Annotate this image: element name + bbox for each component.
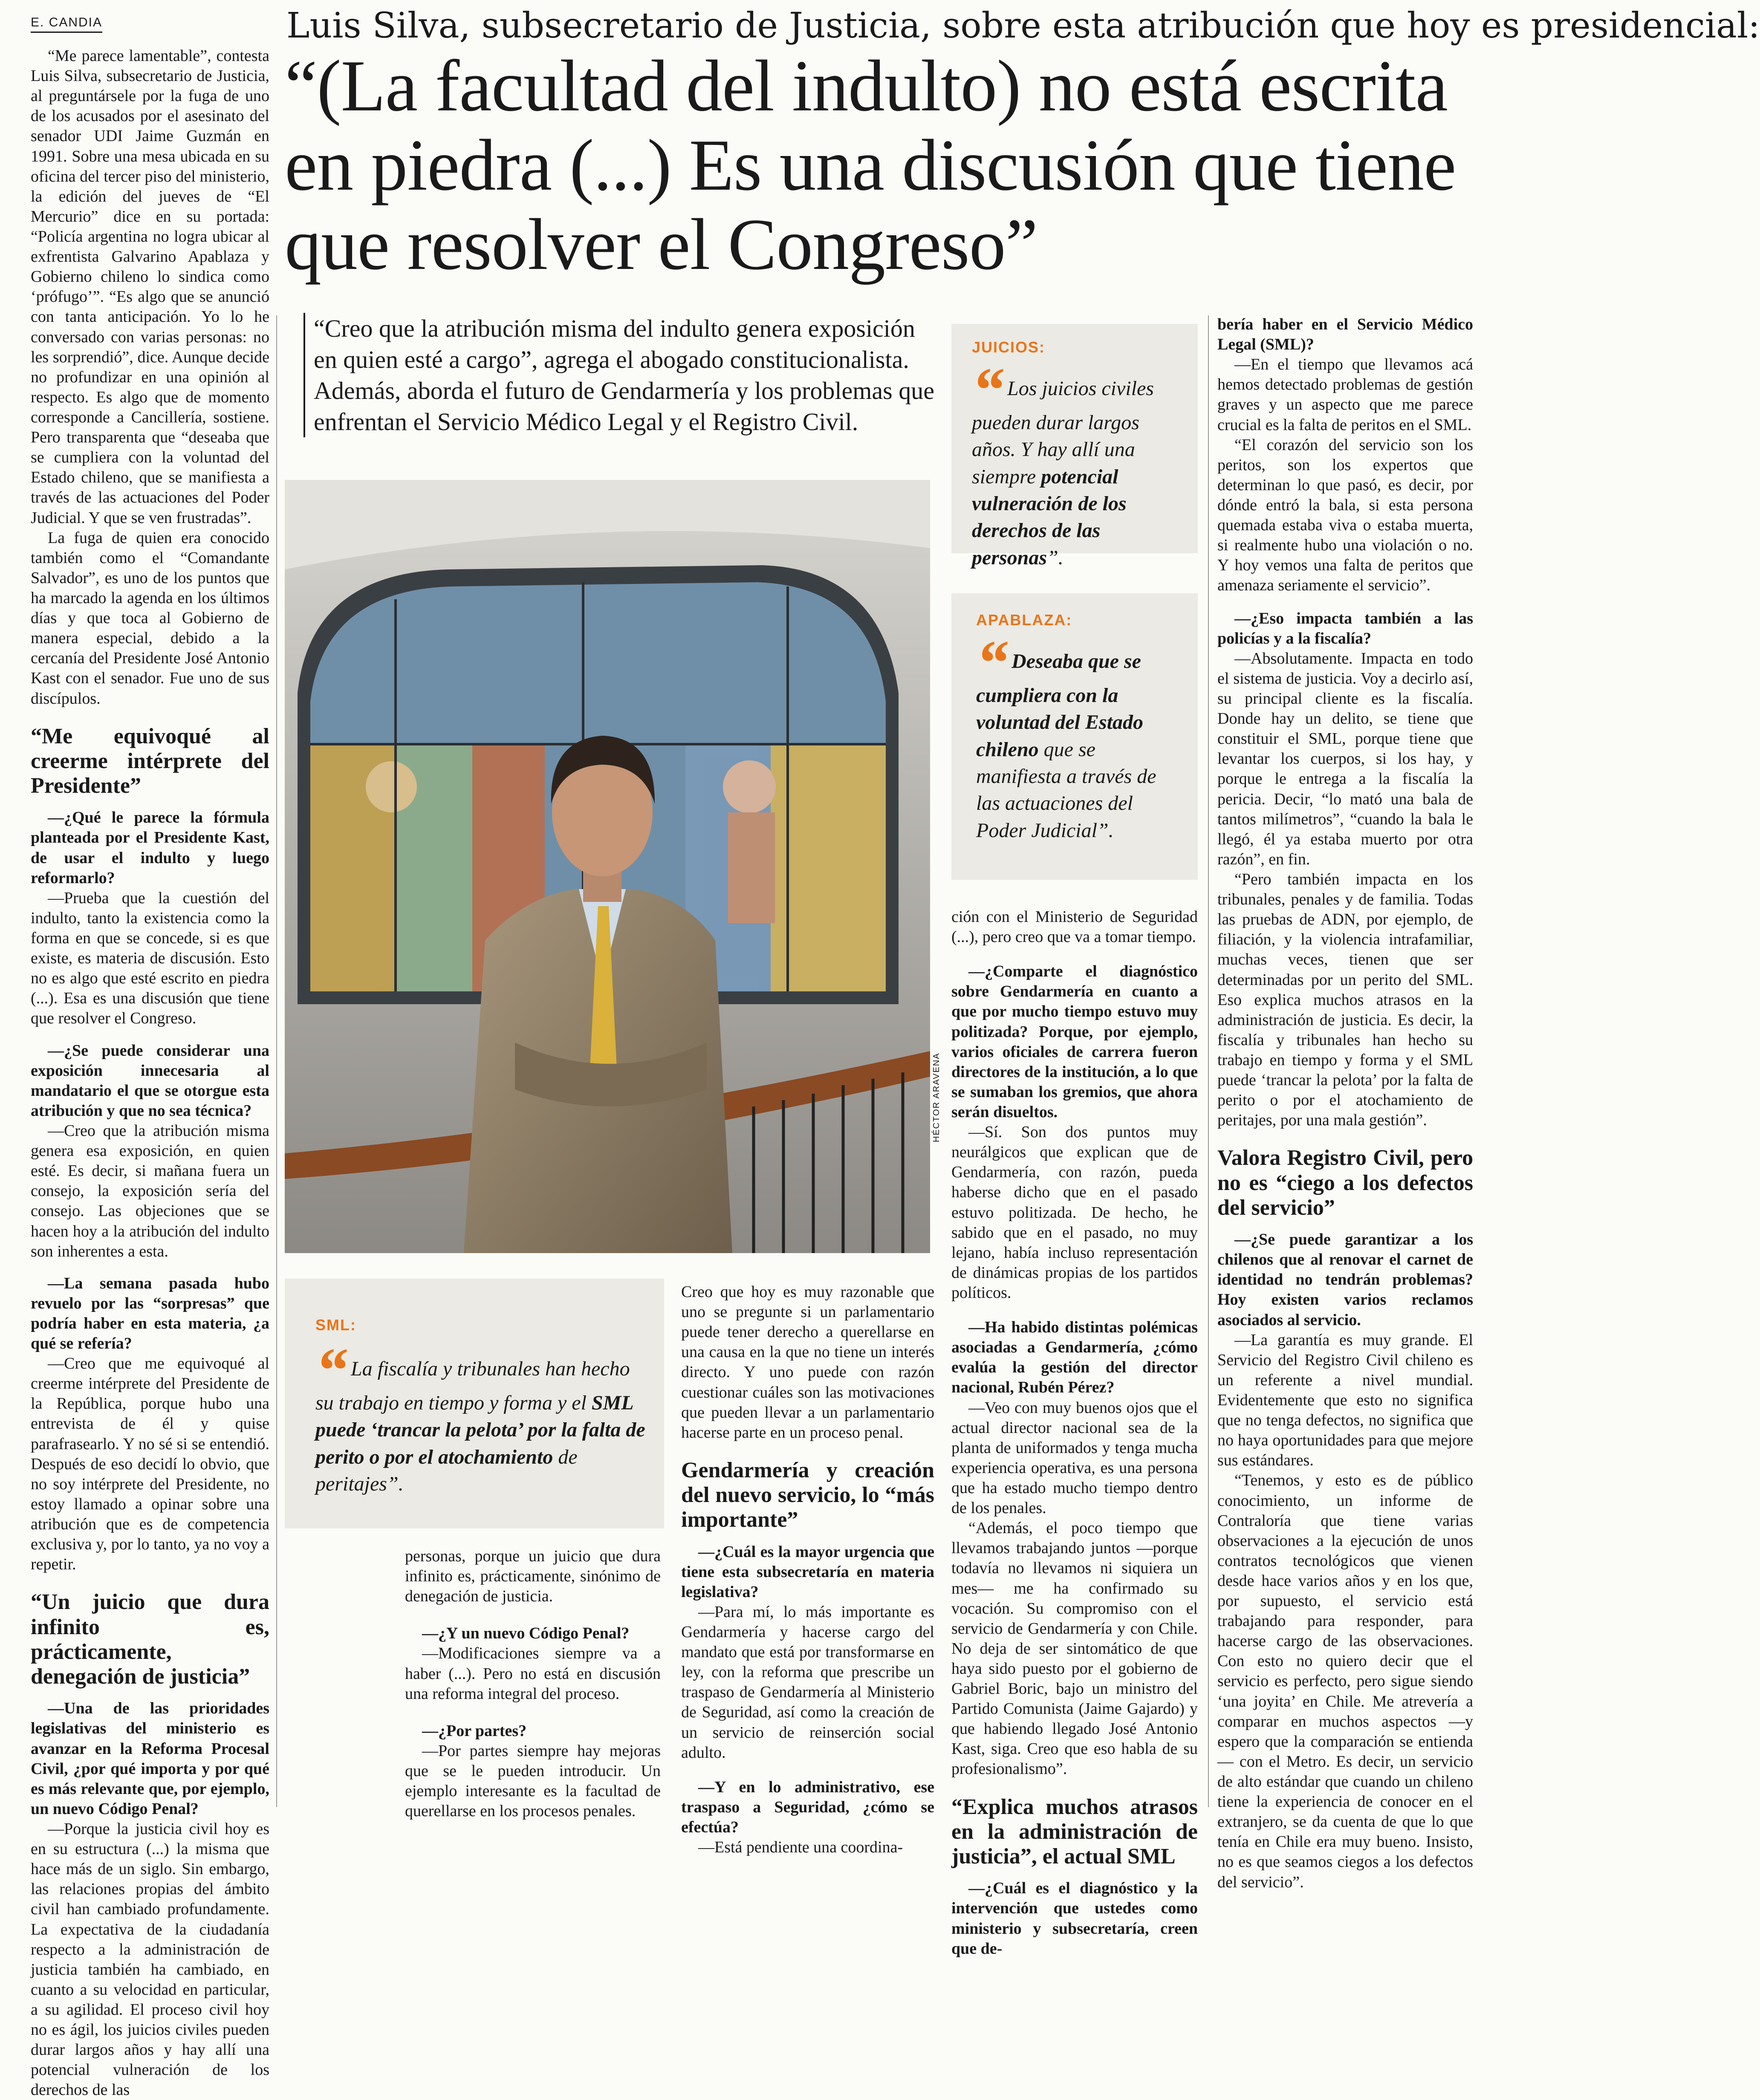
- question: —¿Por partes?: [422, 1722, 527, 1740]
- question: —¿Cuál es el diagnóstico y la intervención que ustedes como ministerio y subsecretaría, creen que de-: [951, 1879, 1198, 1958]
- column-rule: [276, 315, 277, 1807]
- column-3: [681, 1282, 934, 1857]
- pullquote-span: de peritajes”.: [315, 1445, 578, 1496]
- answer: personas, porque un juicio que dura infinito es, prácticamente, sinónimo de denegación de justicia.: [405, 1547, 661, 1606]
- answer: “Además, el poco tiempo que llevamos trabajando juntos —porque todavía no llevamos ni siquiera un mes— me ha confirmado su vocación. Su compromiso con el servicio de Gendarmería y con Chile. No deja de ser sintomático de que haya sido puesto por el gobierno de Gabriel Boric, bajo un ministro del Partido Comunista (Jaime Gajardo) y que habiendo llegado José Antonio Kast, siga. Creo que eso habla de su profesionalismo”.: [951, 1519, 1198, 1778]
- column-1: [31, 46, 269, 2100]
- answer: —Porque la justicia civil hoy es en su estructura (...) la misma que hace más de un siglo. Sin embargo, las relaciones propias del ámbito civil han cambiado profundamente. La expectativa de la ciudadanía respecto a la administración de justicia también ha cambiado, en cuanto a su velocidad en particular, a su agilidad. El proceso civil hoy no es ágil, los juicios civiles pueden durar largos años y hay allí una potencial vulneración de los derechos de las: [31, 1820, 269, 2099]
- paragraph: “Me parece lamentable”, contesta Luis Silva, subsecretario de Justicia, al preguntársele por la fuga de uno de los acusados por el asesinato del senador UDI Jaime Guzmán en 1991. Sobre una mesa ubicada en su oficina del tercer piso del ministerio, la edición del jueves de “El Mercurio” dice en su portada: “Policía argentina no logra ubicar al exfrentista Galvarino Apablaza y Gobierno chileno lo sindica como ‘prófugo’”. “Es algo que se anunció con tanta anticipación. Yo lo he conversado con varias personas: no les sorprendió”, dice. Aunque decide no profundizar en una opinión al respecto. Es algo que de momento corresponde a Cancillería, sostiene. Pero transparenta que “deseaba que se cumpliera con la voluntad del Estado chileno, que se manifiesta a través de las actuaciones del Poder Judicial. Y que se ven frustradas”.: [31, 47, 269, 527]
- answer: —Modificaciones siempre va a haber (...). Pero no está en discusión una reforma integral del proceso.: [405, 1644, 661, 1703]
- answer: —Sí. Son dos puntos muy neurálgicos que explican que de Gendarmería, con razón, pueda haberse dicho que en el pasado estuvo politizada. De hecho, he sabido que en el pasado, no muy lejano, había incluso representación de dinámicas propias de los partidos políticos.: [951, 1123, 1198, 1302]
- answer: —Por partes siempre hay mejoras que se le pueden introducir. Un ejemplo interesante es la facultad de querellarse en los procesos penales.: [405, 1742, 661, 1820]
- column-2: [405, 1546, 661, 1821]
- pullquote-label: JUICIOS:: [972, 338, 1046, 356]
- pullquote-label: SML:: [315, 1316, 356, 1334]
- answer: ción con el Ministerio de Seguridad (...), pero creo que va a tomar tiempo.: [951, 908, 1198, 946]
- answer: —Creo que me equivoqué al creerme intérprete del Presidente de la República, porque hubo una entrevista de él y quise parafrasearlo. Y no sé si se entendió. Después de eso decidí lo obvio, que no soy intérprete del Presidente, no estoy llamado a opinar sobre una atribución que es de competencia exclusiva y, por lo tanto, ya no voy a repetir.: [31, 1355, 269, 1574]
- pullquote-span: que se manifiesta a través de las actuaciones del Poder Judicial: [976, 738, 1156, 842]
- answer: “Pero también impacta en los tribunales, penales y de familia. Todas las pruebas de ADN, por ejemplo, de filiación, y la violencia intrafamiliar, muchas veces, tienen que ser determinadas por un perito del SML. Eso explica muchos atrasos en la administración de justicia. Es decir, la fiscalía y tribunales han hecho su trabajo en tiempo y forma y el SML puede ‘trancar la pelota’ por la falta de perito o por el atochamiento de peritajes, por una mala gestión”.: [1217, 870, 1473, 1129]
- answer: —Absolutamente. Impacta en todo el sistema de justicia. Voy a decirlo así, su principal cliente es la fiscalía. Donde hay un delito, se tiene que constituir el SML, porque tiene que levantar los cuerpos, si los hay, y porque le entrega a la fiscalía la pericia. Decir, “lo mató una bala de tantos milímetros”, “cuando la bala le llegó, él ya estaba muerto por otra razón”, en fin.: [1217, 649, 1473, 868]
- answer: —En el tiempo que llevamos acá hemos detectado problemas de gestión graves y un aspecto que me parece crucial es la falta de peritos en el SML.: [1217, 355, 1473, 434]
- pullquote-text: [976, 627, 1185, 844]
- subheading: “Explica muchos atrasos en la administración de justicia”, el actual SML: [951, 1794, 1198, 1869]
- pullquote-text: [315, 1335, 647, 1497]
- answer: —La garantía es muy grande. El Servicio del Registro Civil chileno es un referente a nivel mundial. Evidentemente que esto no significa que no tenga defectos, no significa que no haya oportunidades para que mejore sus estándares.: [1217, 1331, 1473, 1470]
- quote-mark-icon: “: [972, 355, 1004, 425]
- question: —¿Eso impacta también a las policías y a la fiscalía?: [1217, 609, 1473, 647]
- pullquote-apablaza: [951, 593, 1198, 880]
- kicker: Luis Silva, subsecretario de Justicia, sobre esta atribución que hoy es presidencial:: [286, 6, 1760, 46]
- pullquote-label: APABLAZA:: [976, 611, 1072, 629]
- question: —¿Cuál es la mayor urgencia que tiene esta subsecretaría en materia legislativa?: [681, 1543, 934, 1601]
- answer: “El corazón del servicio son los peritos, son los expertos que determinan lo que pasó, es decir, por dónde entró la bala, si esta persona quemada estaba viva o estaba muerta, si realmente hubo una violación o no. Y hoy vemos una falta de peritos que amenaza seriamente el servicio”.: [1217, 436, 1473, 595]
- question: —¿Se puede considerar una exposición innecesaria al mandatario el que se otorgue esta atribución y que no sea técnica?: [31, 1041, 269, 1120]
- answer: “Tenemos, y esto es de público conocimiento, un informe de Contraloría que tiene varias observaciones a la ejecución de unos contratos tecnológicos que vienen desde hace varios años y en los que, por supuesto, el servicio está trabajando para responder, para hacerse cargo de las observaciones. Con esto no quiero decir que el servicio es perfecto, pero sigue siendo ‘una joyita’ en Chile. Me atrevería a comparar en muchos aspectos —y espero que la comparación se entienda— con el Metro. Es decir, un servicio de alto estándar que cuando un chileno tiene la experiencia de conocer en el extranjero, se da cuenta de que lo que tenía en Chile era muy bueno. Insisto, no es que seamos ciegos a los defectos del servicio”.: [1217, 1471, 1473, 1891]
- question: —¿Y un nuevo Código Penal?: [422, 1624, 630, 1643]
- subheading: “Me equivoqué al creerme intérprete del Presidente”: [31, 724, 269, 798]
- pullquote-emphasis: Deseaba que se cumpliera con la voluntad del Estado chileno: [976, 650, 1144, 761]
- question: —¿Se puede garantizar a los chilenos que al renovar el carnet de identidad no tendrán problemas? Hoy existen varios reclamos asociados al servicio.: [1217, 1231, 1473, 1329]
- question: —La semana pasada hubo revuelo por las “sorpresas” que podría haber en esta materia, ¿a qué se refería?: [31, 1274, 269, 1353]
- column-4: [951, 907, 1198, 1959]
- answer: —Para mí, lo más importante es Gendarmería y hacerse cargo del mandato que está por transformarse en ley, con la reforma que prescribe un traspaso de Gendarmería al Ministerio de Seguridad, así como la creación de un servicio de reinserción social adulto.: [681, 1603, 934, 1762]
- question: —¿Qué le parece la fórmula planteada por el Presidente Kast, de usar el indulto y luego reformarlo?: [31, 809, 269, 887]
- answer: —Creo que la atribución misma genera esa exposición, en quien esté. Es decir, si mañana fuera un consejo, la exposición sería del consejo. Las objeciones que se hacen hoy a la atribución del indulto son inherentes a esta.: [31, 1121, 269, 1260]
- subheading: Valora Registro Civil, pero no es “ciego a los defectos del servicio”: [1217, 1146, 1473, 1220]
- subheading: “Un juicio que dura infinito es, prácticamente, denegación de justicia”: [31, 1590, 269, 1689]
- question: —Ha habido distintas polémicas asociadas a Gendarmería, ¿cómo evalúa la gestión del director nacional, Rubén Pérez?: [951, 1318, 1198, 1397]
- question: bería haber en el Servicio Médico Legal (SML)?: [1217, 315, 1473, 354]
- pullquote-emphasis: potencial vulneración de los derechos de las personas: [972, 465, 1127, 569]
- pullquote-span: ”.: [1097, 819, 1114, 842]
- pullquote-emphasis: SML puede ‘trancar la pelota’ por la falta de perito o por el atochamiento: [315, 1392, 645, 1468]
- question: —Una de las prioridades legislativas del ministerio es avanzar en la Reforma Procesal Civil, ¿por qué importa y por qué es más relevante que, por ejemplo, un nuevo Código Penal?: [31, 1699, 269, 1818]
- portrait-photo: [285, 480, 930, 1253]
- answer: —Prueba que la cuestión del indulto, tanto la existencia como la forma en que se concede, si es que existe, es materia de discusión. Esto no es algo que esté escrito en piedra (...). Esa es una discusión que tiene que resolver el Congreso.: [31, 889, 269, 1028]
- answer: —Veo con muy buenos ojos que el actual director nacional sea de la planta de uniformados y tenga mucha experiencia operativa, es una persona que ha estado mucho tiempo dentro de los penales.: [951, 1398, 1198, 1517]
- paragraph: La fuga de quien era conocido también como el “Comandante Salvador”, es uno de los puntos que ha marcado la agenda en los últimos días y que toca al Gobierno de manera especial, debido a la cercanía del Presidente José Antonio Kast con el senador. Fue uno de sus discípulos.: [31, 529, 269, 708]
- column-5: [1217, 315, 1473, 1892]
- quote-mark-icon: “: [976, 627, 1008, 698]
- pullquote-sml: [285, 1279, 664, 1528]
- answer: —Está pendiente una coordina-: [698, 1838, 903, 1857]
- photo-credit: HÉCTOR ARAVENA: [932, 1052, 941, 1142]
- standfirst: “Creo que la atribución misma del indulto genera exposición en quien esté a cargo”, agrega el abogado constitucionalista. Además, aborda el futuro de Gendarmería y los problemas que enfrentan el Servicio Médico Legal y el Registro Civil.: [303, 313, 936, 437]
- headline: “(La facultad del indulto) no está escrita en piedra (...) Es una discusión que tiene que resolver el Congreso”: [285, 46, 1456, 285]
- pullquote-text: [972, 355, 1185, 571]
- question: —Y en lo administrativo, ese traspaso a Seguridad, ¿cómo se efectúa?: [681, 1778, 934, 1836]
- pullquote-juicios: [951, 324, 1198, 569]
- subheading: Gendarmería y creación del nuevo servicio, lo “más importante”: [681, 1458, 934, 1532]
- answer: Creo que hoy es muy razonable que uno se pregunte si un parlamentario puede tener derecho a querellarse en una causa en la que no tiene un interés directo. Y uno puede con razón cuestionar cuáles son las motivaciones que pueden llevar a un parlamentario hacerse parte en un proceso penal.: [681, 1283, 934, 1441]
- pullquote-span: ”.: [1047, 546, 1064, 569]
- byline-credit: E. CANDIA: [31, 15, 102, 33]
- pullquote-span: La fiscalía y tribunales han hecho su trabajo en tiempo y forma y el: [315, 1358, 630, 1414]
- pullquote-span: Los juicios civiles pueden durar largos años. Y hay allí una siempre: [972, 377, 1154, 488]
- column-rule: [1208, 315, 1209, 1807]
- quote-mark-icon: “: [315, 1335, 347, 1406]
- question: —¿Comparte el diagnóstico sobre Gendarmería en cuanto a que por mucho tiempo estuvo muy politizada? Porque, por ejemplo, varios oficiales de carrera fueron directores de la institución, a lo que se sumaban los gremios, que ahora serán disueltos.: [951, 962, 1198, 1121]
